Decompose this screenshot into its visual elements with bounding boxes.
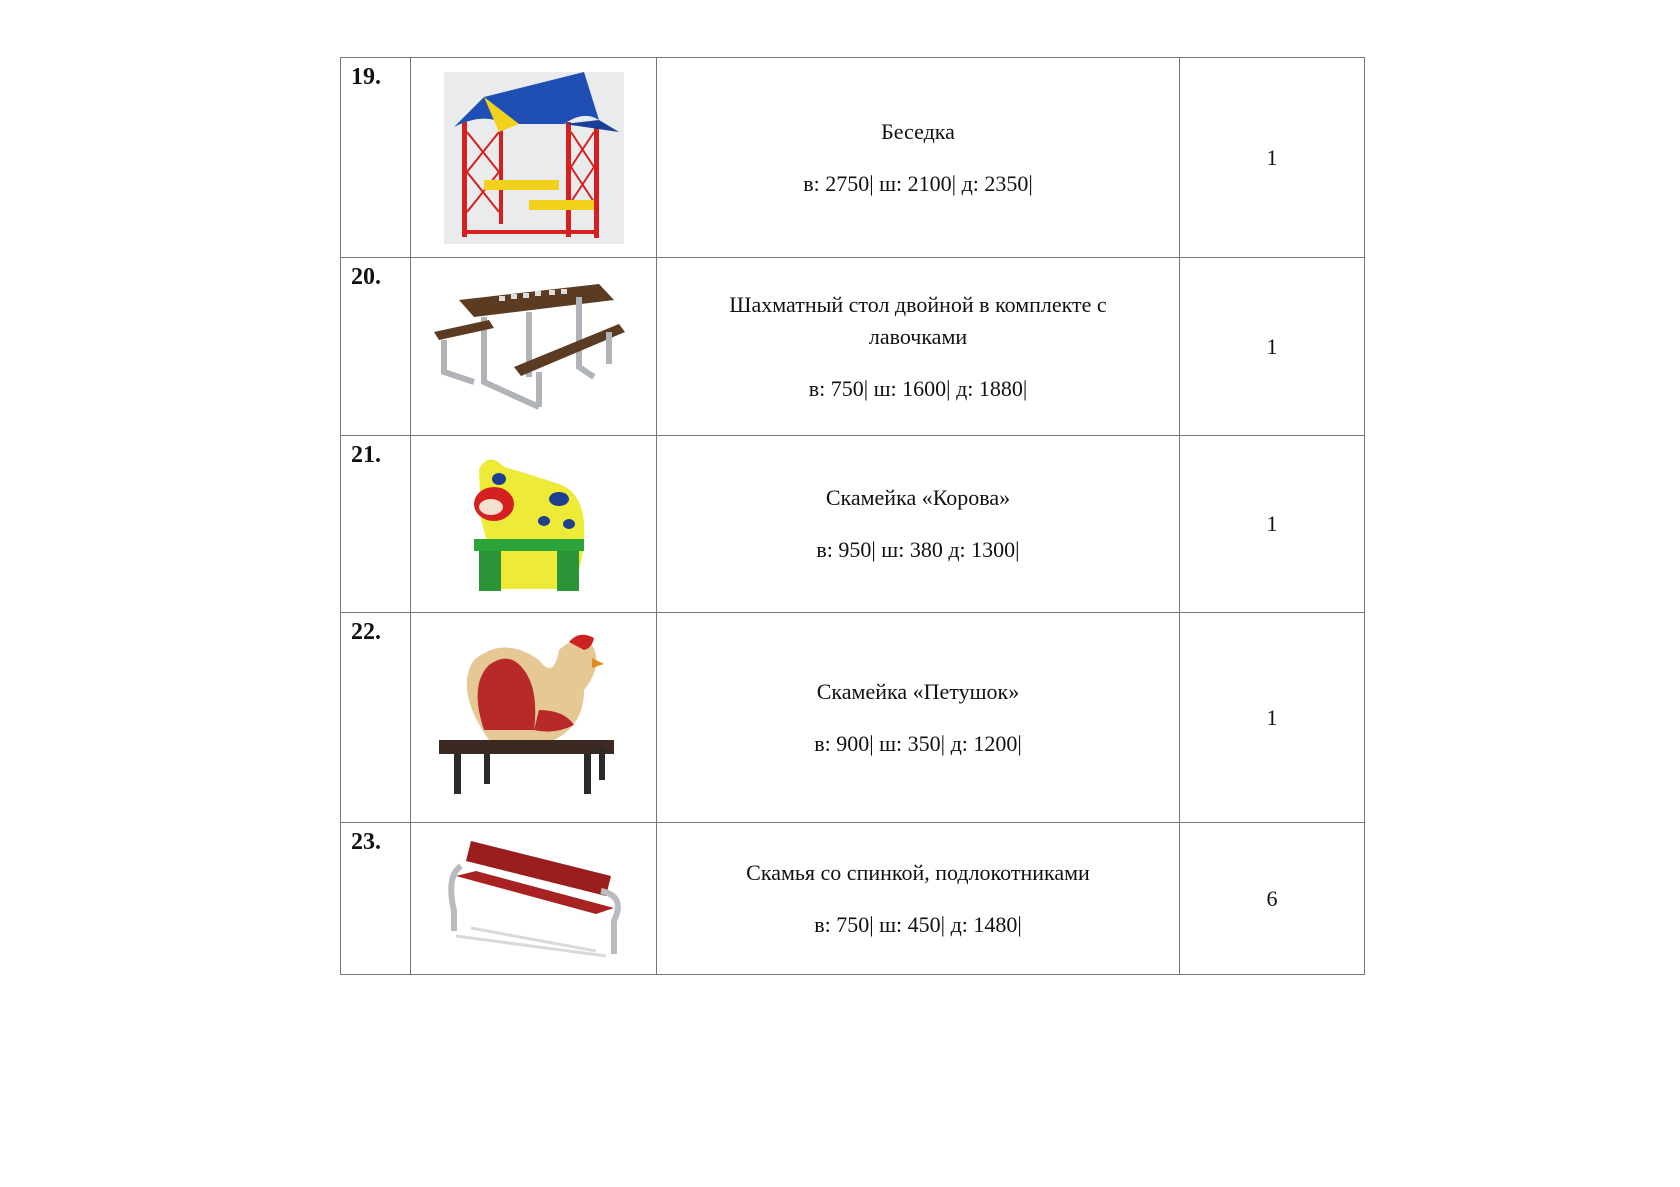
item-quantity: 1 <box>1180 58 1365 258</box>
row-number: 19. <box>341 58 411 258</box>
item-name: Скамья со спинкой, подлокотниками <box>746 859 1090 885</box>
gazebo-image <box>411 58 657 258</box>
table-row <box>341 258 1365 436</box>
item-dimensions: в: 950| ш: 380 д: 1300| <box>816 537 1020 562</box>
item-dimensions: в: 750| ш: 1600| д: 1880| <box>808 375 1028 401</box>
row-number: 22. <box>341 613 411 823</box>
row-number: 20. <box>341 258 411 436</box>
row-number: 21. <box>341 436 411 613</box>
table-row <box>341 823 1365 975</box>
spec-table <box>340 57 1365 975</box>
item-dimensions: в: 2750| ш: 2100| д: 2350| <box>803 170 1033 196</box>
item-quantity: 6 <box>1180 823 1365 975</box>
item-dimensions: в: 900| ш: 350| д: 1200| <box>814 730 1022 756</box>
chess-table-image <box>411 258 657 436</box>
item-name: Скамейка «Петушок» <box>816 678 1020 704</box>
table-row <box>341 436 1365 613</box>
item-name: Шахматный стол двойной в комплекте с лавочками <box>729 291 1107 349</box>
cow-bench-image <box>411 436 657 613</box>
item-quantity: 1 <box>1180 436 1365 613</box>
item-dimensions: в: 750| ш: 450| д: 1480| <box>814 911 1022 937</box>
table-row <box>341 613 1365 823</box>
bench-backrest-image <box>411 823 657 975</box>
table-row <box>341 58 1365 258</box>
rooster-bench-image <box>411 613 657 823</box>
item-quantity: 1 <box>1180 613 1365 823</box>
item-name: Скамейка «Корова» <box>825 485 1011 510</box>
item-name: Беседка <box>881 118 955 144</box>
row-number: 23. <box>341 823 411 975</box>
item-quantity: 1 <box>1180 258 1365 436</box>
